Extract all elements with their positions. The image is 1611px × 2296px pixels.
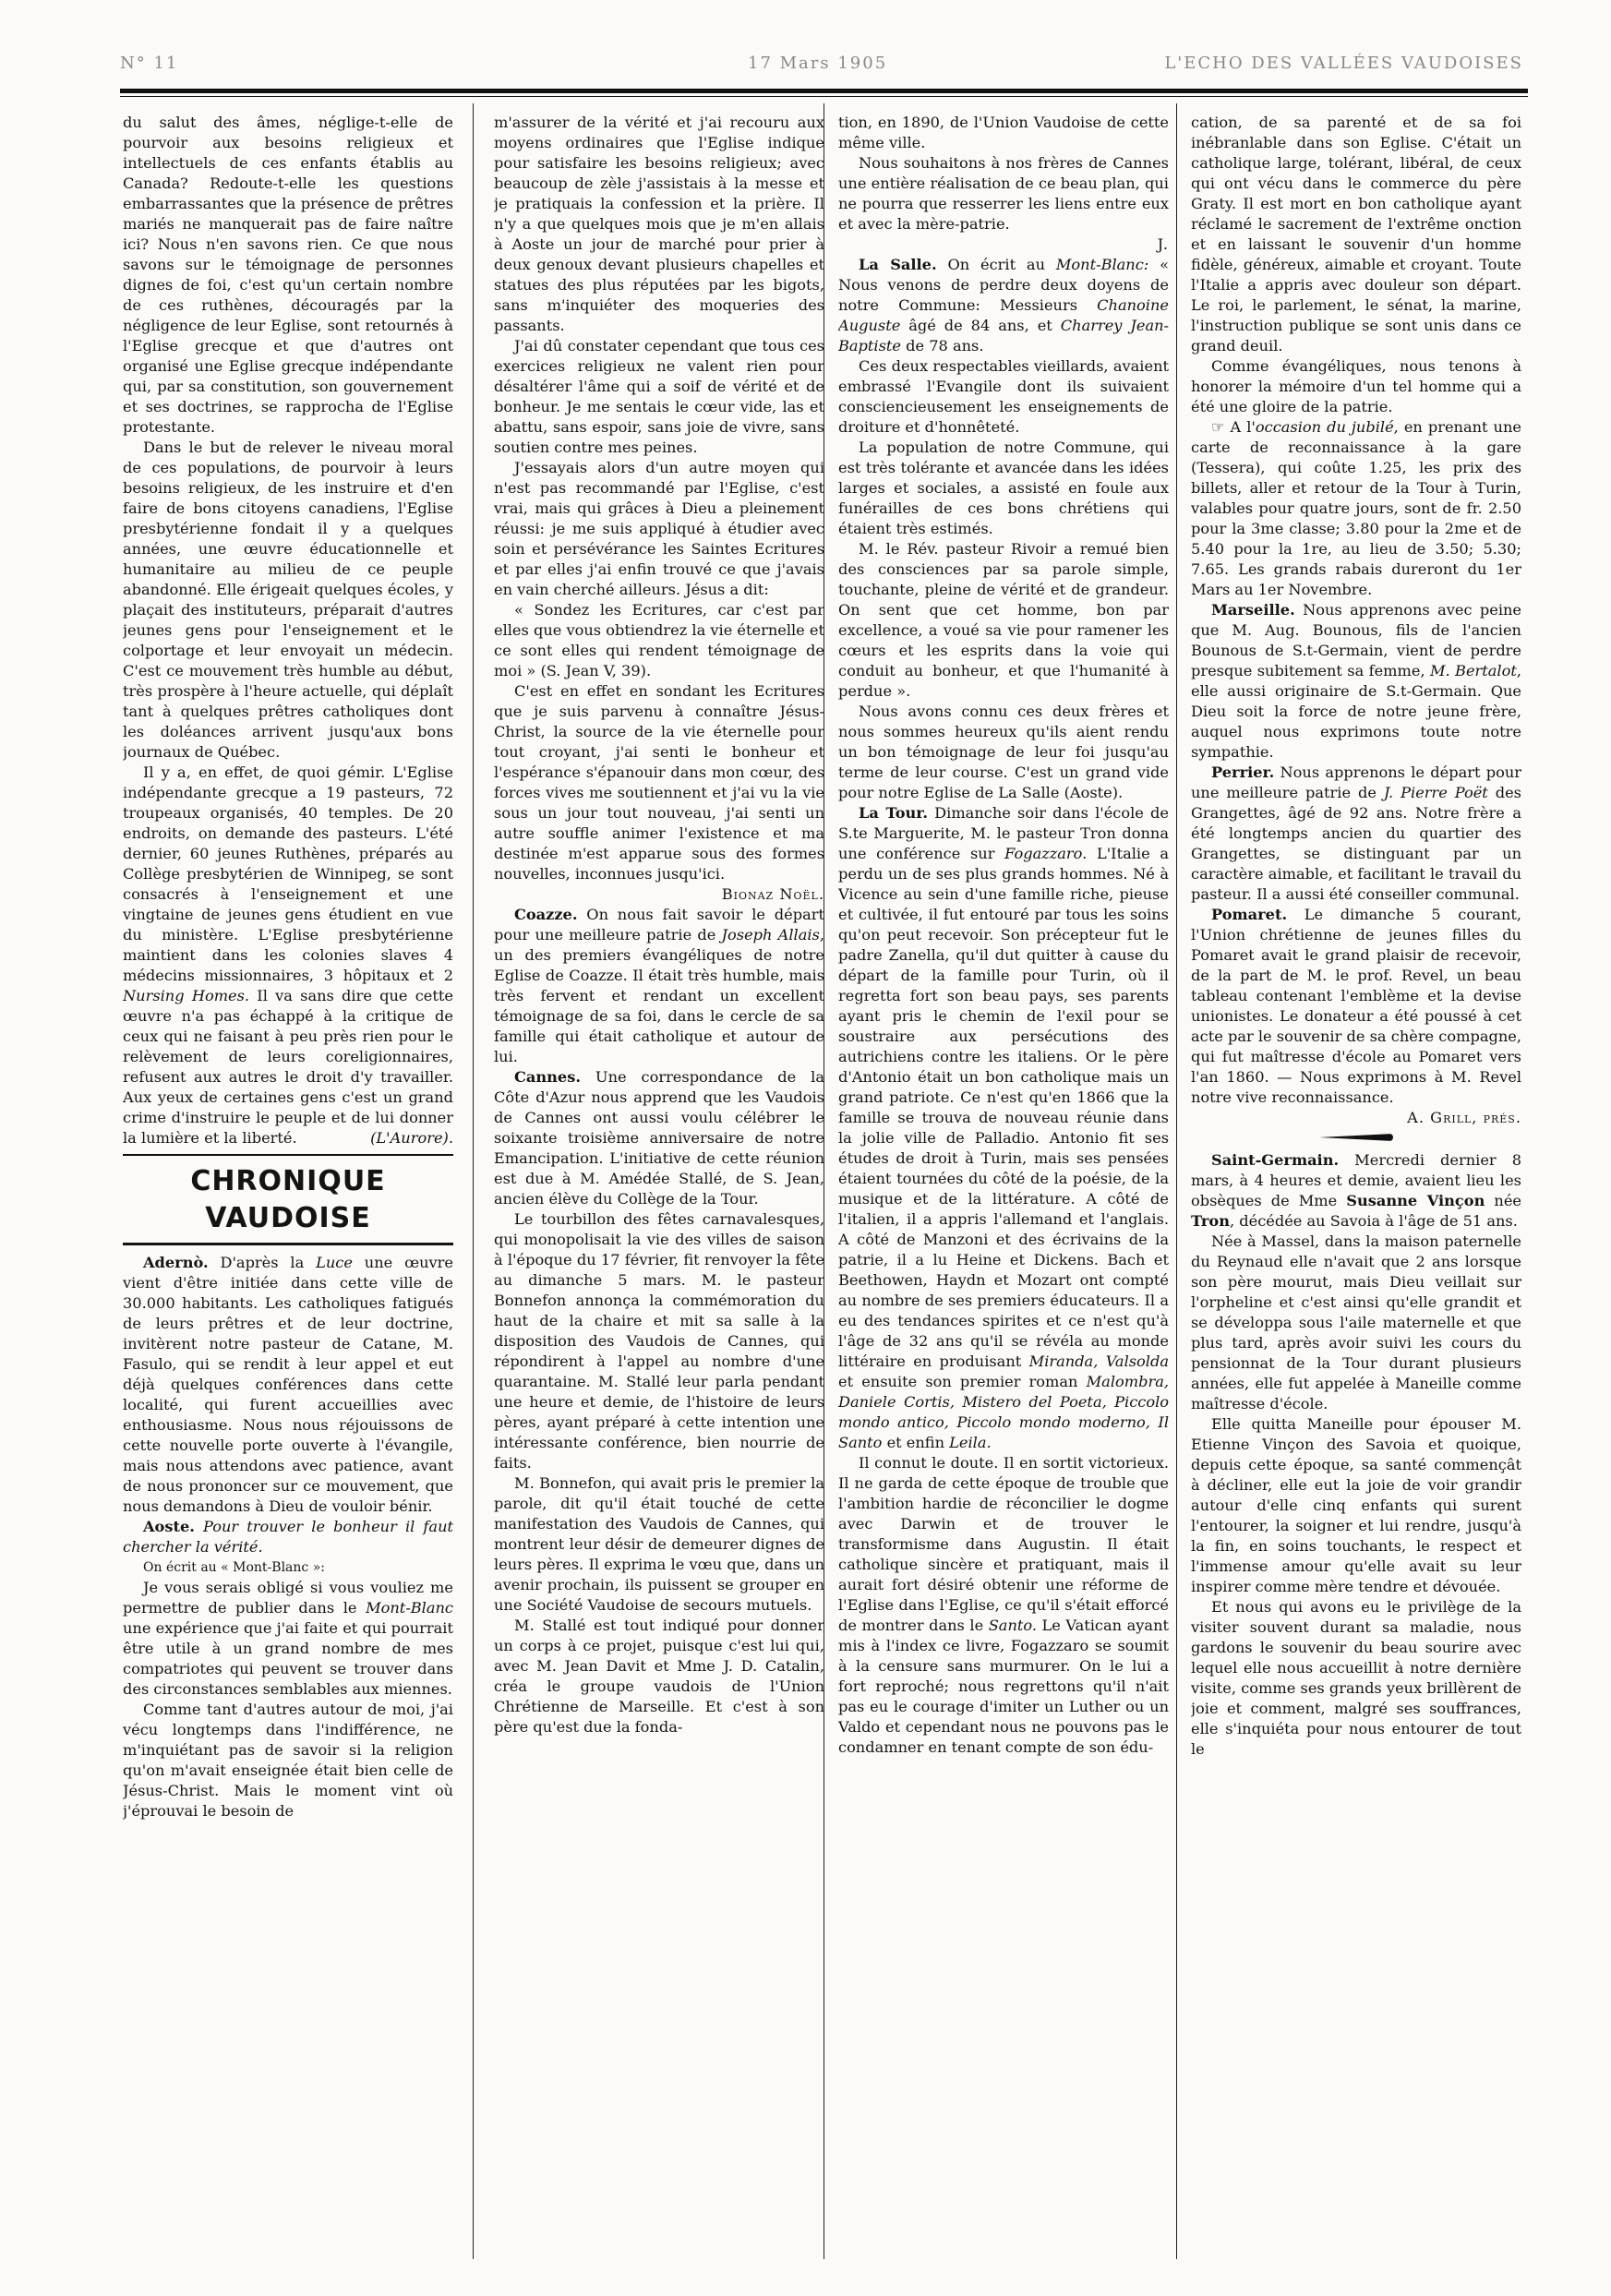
article-marseille: Marseille. Nous apprenons avec peine que M. Aug. Bounous, fils de l'ancien Bounous de S.t-Germain, vient de perdre presque subitement sa femme, M. Bertalot, elle aussi originaire de S.t-Germain. Que Dieu soit la force de notre jeune frère, auquel nous exprimons toute notre sympathie. <box>1191 601 1521 761</box>
column-2 <box>494 113 824 2264</box>
header-rule <box>120 89 1528 93</box>
paragraph: tion, en 1890, de l'Union Vaudoise de cette même ville. <box>838 114 1169 151</box>
newspaper-name: L'ECHO DES VALLÉES VAUDOISES <box>1164 54 1523 73</box>
paragraph: M. Stallé est tout indiqué pour donner un corps à ce projet, puisque c'est lui qui, avec M. Jean Davit et Mme J. D. Catalin, créa le groupe vaudois de l'Union Chrétienne de Marseille. Et c'est à son père qu'est due la fonda- <box>494 1617 824 1736</box>
paragraph: La population de notre Commune, qui est très tolérante et avancée dans les idées larges et sociales, a assisté en foule aux funérailles de ces bons chrétiens qui étaient très estimés. <box>838 439 1169 537</box>
column-divider <box>1176 103 1177 2259</box>
hand-pointer-icon: ☞ <box>1211 418 1231 436</box>
article-saint-germain: Saint-Germain. Mercredi dernier 8 mars, à 4 heures et demie, avaient lieu les obsèques de Mme Susanne Vinçon née Tron, décédée au Savoia à l'âge de 51 ans. <box>1191 1151 1521 1230</box>
paragraph: cation, de sa parenté et de sa foi inébranlable dans son Eglise. C'était un catholique large, tolérant, libéral, de ceux qui ont vécu dans le commerce du père Graty. Il est mort en bon catholique ayant réclamé le sacrement de l'extrême onction et en laissant le souvenir d'un homme fidèle, généreux, aimable et croyant. Toute l'Italie a appris avec douleur son départ. Le roi, le parlement, le sénat, la marine, l'instruction publique se sont unis dans ce grand deuil. <box>1191 114 1521 355</box>
signature: Bionaz Noël. <box>721 885 824 903</box>
paragraph: Il y a, en effet, de quoi gémir. L'Eglise indépendante grecque a 19 pasteurs, 72 troupeaux organisés, 40 temples. De 20 endroits, on demande des pasteurs. L'été dernier, 60 jeunes Ruthènes, préparés au Collège presbytérien de Winnipeg, se sont consacrés à l'enseignement et une vingtaine de jeunes gens étudient en vue du ministère. L'Eglise presbytérienne maintient dans les colonies slaves 4 médecins missionnaires, 3 hôpitaux et 2 Nursing Homes. Il va sans dire que cette œuvre n'a pas échappé à la critique de ceux qui ne faisant à peu près rien pour le relèvement de leurs coreligionnaires, refusent aux autres le droit d'y travailler. Aux yeux de certaines gens c'est un grand crime d'instruire le peuple et de lui donner la lumière et la liberté. (L'Aurore). <box>123 763 453 1147</box>
paragraph: Je vous serais obligé si vous vouliez me permettre de publier dans le Mont-Blanc une expérience que j'ai faite et qui pourrait être utile à un grand nombre de mes compatriotes qui peuvent se trouver dans des circonstances semblables aux miennes. <box>123 1579 453 1698</box>
signature: A. Grill, prés. <box>1407 1109 1521 1126</box>
section-title: CHRONIQUE VAUDOISE <box>190 1165 386 1234</box>
page-header <box>120 54 1523 81</box>
paragraph: Comme tant d'autres autour de moi, j'ai vécu longtemps dans l'indifférence, ne m'inquiétant pas de savoir si la religion qu'on m'avait enseignée était bien celle de Jésus-Christ. Mais le moment vint où j'éprouvai le besoin de <box>123 1701 453 1820</box>
section-rule <box>123 1154 453 1156</box>
paragraph: J'essayais alors d'un autre moyen qui n'est pas recommandé par l'Eglise, c'est vrai, mais qui grâces à Dieu a pleinement réussi: je me suis appliqué à étudier avec soin et persévérance les Saintes Ecritures et par elles j'ai enfin trouvé ce que j'avais en vain cherché ailleurs. Jésus a dit: <box>494 459 824 598</box>
column-4 <box>1191 113 1521 2264</box>
column-3 <box>838 113 1169 2264</box>
paragraph: J'ai dû constater cependant que tous ces exercices religieux ne valent rien pour désaltérer l'âme qui a soif de vérité et de bonheur. Je me sentais le cœur vide, las et abattu, sans espoir, sans joie de vivre, sans soutien contre mes peines. <box>494 337 824 456</box>
article-perrier: Perrier. Nous apprenons le départ pour une meilleure patrie de J. Pierre Poët des Grangettes, âgé de 92 ans. Notre frère a été longtemps ancien du quartier des Grangettes, se distinguant par un caractère aimable, et facilitant le travail du pasteur. Il a aussi été conseiller communal. <box>1191 763 1521 903</box>
paragraph: C'est en effet en sondant les Ecritures que je suis parvenu à connaître Jésus-Christ, la source de la vie éternelle pour tout croyant, j'ai senti le bonheur et l'espérance s'épanouir dans mon cœur, des forces vives me soutiennent et j'ai vu la vie sous un jour tout nouveau, j'ai senti un autre souffle animer l'existence et ma destinée m'est apparue sous des formes nouvelles, inconnues jusqu'ici. <box>494 682 824 883</box>
source-attribution: (L'Aurore). <box>370 1129 453 1147</box>
issue-number: N° 11 <box>120 54 179 73</box>
paragraph: Le tourbillon des fêtes carnavalesques, qui monopolisait la vie des villes de saison à l'époque du 17 février, fit renvoyer la fête au dimanche 5 mars. M. le pasteur Bonnefon annonça la commémoration du haut de la chaire et mit sa salle à la disposition des Vaudois de Cannes, qui répondirent à l'appel au nombre d'une quarantaine. M. Stallé leur parla pendant une heure et demie, de l'histoire de leurs pères, ayant préparé à cette intention une intéressante conférence, bien nourrie de faits. <box>494 1210 824 1472</box>
paragraph: M. le Rév. pasteur Rivoir a remué bien des consciences par sa parole simple, touchante, pleine de vérité et de grandeur. On sent que cet homme, bon par excellence, a voué sa vie pour ramener les cœurs et les esprits dans la voie qui conduit au bonheur, et que l'humanité à perdue ». <box>838 540 1169 700</box>
paragraph: Comme évangéliques, nous tenons à honorer la mémoire d'un tel homme qui a été une gloire de la patrie. <box>1191 357 1521 415</box>
column-1 <box>123 113 453 2264</box>
paragraph: m'assurer de la vérité et j'ai recouru aux moyens ordinaires que l'Eglise indique pour satisfaire les besoins religieux; avec beaucoup de zèle j'assistais à la messe et je pratiquais la confession et la prière. Il n'y a que quelques mois que je m'en allais à Aoste un jour de marché pour prier à deux genoux devant plusieurs chapelles et statues des plus réputées par les bigots, sans m'inquiéter des moqueries des passants. <box>494 114 824 334</box>
paragraph: Nous avons connu ces deux frères et nous sommes heureux qu'ils aient rendu un bon témoignage de leur foi jusqu'au terme de leur course. C'est un grand vide pour notre Eglise de La Salle (Aoste). <box>838 703 1169 801</box>
paragraph: Ces deux respectables vieillards, avaient embrassé l'Evangile dont ils suivaient consciencieusement les enseignements de droiture et d'honnêteté. <box>838 357 1169 436</box>
issue-date: 17 Mars 1905 <box>748 54 888 73</box>
paragraph: Nous souhaitons à nos frères de Cannes une entière réalisation de ce beau plan, qui ne pourra que resserrer les liens entre eux et avec la mère-patrie. <box>838 154 1169 233</box>
article-aoste-heading: Aoste. Pour trouver le bonheur il faut chercher la vérité. <box>123 1518 453 1556</box>
paragraph: du salut des âmes, néglige-t-elle de pourvoir aux besoins religieux et intellectuels de ces enfants établis au Canada? Redoute-t-elle les questions embarrassantes que la présence de prêtres mariés ne manquerait pas de faire naître ici? Nous n'en savons rien. Ce que nous savons sur le témoignage de personnes dignes de foi, c'est qu'un certain nombre de ces ruthènes, découragés par la négligence de leur Eglise, sont retournés à l'Eglise grecque et que d'autres ont organisé une Eglise grecque indépendante qui, par sa constitution, son gouvernement et ses doctrines, se rapprocha de l'Eglise protestante. <box>123 114 453 436</box>
paragraph: M. Bonnefon, qui avait pris le premier la parole, dit qu'il était touché de cette manifestation des Vaudois de Cannes, qui montrent leur désir de demeurer dignes de leurs pères. Il exprima le vœu que, dans un avenir prochain, ils puissent se grouper en une Société Vaudoise de secours mutuels. <box>494 1474 824 1614</box>
signature: J. <box>1157 235 1169 253</box>
article-la-salle: La Salle. On écrit au Mont-Blanc: « Nous venons de perdre deux doyens de notre Commune: Messieurs Chanoine Auguste âgé de 84 ans, et Charrey Jean-Baptiste de 78 ans. <box>838 256 1169 355</box>
article-jubile: ☞ A l'occasion du jubilé, en prenant une carte de reconnaissance à la gare (Tessera), qui coûte 1.25, les prix des billets, aller et retour de la Tour à Turin, valables pour quatre jours, sont de fr. 2.50 pour la 3me classe; 3.80 pour la 2me et de 5.40 pour la 1re, au lieu de 3.50; 5.30; 7.65. Les grands rabais dureront du 1er Mars au 1er Novembre. <box>1191 418 1521 598</box>
paragraph: Il connut le doute. Il en sortit victorieux. Il ne garda de cette époque de trouble que l'ambition hardie de réconcilier le dogme avec Darwin et de trouver le transformisme dans Augustin. Il était catholique sincère et pratiquant, mais il aurait fort désiré obtenir une réforme de l'Eglise dans l'Eglise, ce qu'il s'était efforcé de montrer dans le Santo. Le Vatican ayant mis à l'index ce livre, Fogazzaro se soumit à la censure sans murmurer. On le lui a fort reproché; nous regrettons qu'il n'ait pas eu le courage d'imiter un Luther ou un Valdo et cependant nous ne pouvons pas le condamner en tenant compte de son édu- <box>838 1454 1169 1756</box>
ornament-rule <box>1319 1134 1393 1141</box>
quotation: « Sondez les Ecritures, car c'est par elles que vous obtiendrez la vie éternelle et ce sont elles qui rendent témoignage de moi » (S. Jean V, 39). <box>494 601 824 679</box>
article-aderno: Adernò. D'après la Luce une œuvre vient d'être initiée dans cette ville de 30.000 habitants. Les catholiques fatigués de leurs prêtres et de leur doctrine, invitèrent notre pasteur de Catane, M. Fasulo, qui se rendit à leur appel et eut déjà quelques conférences dans cette localité, qui furent accueillies avec enthousiasme. Nous nous réjouissons de cette nouvelle porte ouverte à l'évangile, mais nous attendons avec patience, avant de nous prononcer sur ce mouvement, que nous demandons à Dieu de vouloir bénir. <box>123 1254 453 1515</box>
column-divider <box>473 103 474 2259</box>
section-rule <box>123 1243 453 1245</box>
article-cannes: Cannes. Une correspondance de la Côte d'Azur nous apprend que les Vaudois de Cannes ont aussi voulu célébrer le soixante troisième anniversaire de notre Emancipation. L'initiative de cette réunion est due à M. Amédée Stallé, de S. Jean, ancien élève du Collège de la Tour. <box>494 1068 824 1208</box>
paragraph: Et nous qui avons eu le privilège de la visiter souvent durant sa maladie, nous gardons le souvenir du beau sourire avec lequel elle nous accueillit à notre dernière visite, comme ses grands yeux brillèrent de joie et comment, malgré ses souffrances, elle s'inquiéta pour nous entourer de tout le <box>1191 1598 1521 1758</box>
article-aoste-subheading: On écrit au « Mont-Blanc »: <box>143 1560 325 1575</box>
article-coazze: Coazze. On nous fait savoir le départ pour une meilleure patrie de Joseph Allais, un des premiers évangéliques de notre Eglise de Coazze. Il était très humble, mais très fervent et rendant un excellent témoignage de sa foi, dans le cercle de sa famille qui était catholique et autour de lui. <box>494 906 824 1065</box>
paragraph: Née à Massel, dans la maison paternelle du Reynaud elle n'avait que 2 ans lorsque son père mourut, mais Dieu veillait sur l'orpheline et c'est ainsi qu'elle grandit et se développa sous l'aile maternelle et que plus tard, après avoir suivi les cours du pensionnat de la Tour durant plusieurs années, elle fut appelée à Maneille comme maîtresse d'école. <box>1191 1232 1521 1412</box>
paragraph: Elle quitta Maneille pour épouser M. Etienne Vinçon des Savoia et quoique, depuis cette époque, sa santé commençât à décliner, elle eut la joie de voir grandir autour d'elle cinq enfants qui surent l'entourer, la soigner et lui rendre, jusqu'à la fin, en soins touchants, le respect et l'immense amour qu'elle avait su leur inspirer comme mère tendre et dévouée. <box>1191 1415 1521 1595</box>
article-pomaret: Pomaret. Le dimanche 5 courant, l'Union chrétienne de jeunes filles du Pomaret avait le grand plaisir de recevoir, de la part de M. le prof. Revel, un beau tableau contenant l'emblème et la devise unionistes. Le donateur a été poussé à cet acte par le souvenir de sa chère compagne, qui fut maîtresse d'école au Pomaret vers l'an 1860. — Nous exprimons à M. Revel notre vive reconnaissance. <box>1191 906 1521 1106</box>
header-rule-thin <box>120 96 1528 97</box>
article-la-tour: La Tour. Dimanche soir dans l'école de S.te Marguerite, M. le pasteur Tron donna une conférence sur Fogazzaro. L'Italie a perdu un de ses plus grands hommes. Né à Vicence au sein d'une famille riche, pieuse et cultivée, il fut entouré par tous les soins qu'on peut recevoir. Son précepteur fut le padre Zanella, qu'il dut quitter à cause du départ de la famille pour Turin, où il regretta fort son beau pays, ses parents ayant pris le chemin de l'exil pour se soustraire aux persécutions des autrichiens contre les italiens. Or le père d'Antonio était un bon catholique mais un grand patriote. Ce n'est qu'en 1866 que la famille se trouva de nouveau réunie dans la jolie ville de Palladio. Antonio fit ses études de droit à Turin, mais ses pensées étaient tournées du côté de la poésie, de la musique et de la littérature. A côté de l'italien, il a appris l'allemand et l'anglais. A côté de Manzoni et des écrivains de la patrie, il a lu Heine et Dickens. Bach et Beethowen, Haydn et Mozart ont compté au nombre de ses premiers éducateurs. Il a eu des tendances spirites et ce n'est qu'à l'âge de 32 ans qu'il se révéla au monde littéraire en produisant Miranda, Valsolda et ensuite son premier roman Malombra, Daniele Cortis, Mistero del Poeta, Piccolo mondo antico, Piccolo mondo moderno, Il Santo et enfin Leila. <box>838 804 1169 1451</box>
paragraph: Dans le but de relever le niveau moral de ces populations, de pourvoir à leurs besoins religieux, de les instruire et d'en faire de bons citoyens canadiens, l'Eglise presbytérienne fondait il y a quelques années, une œuvre éducationnelle et humanitaire au milieu de ce peuple abandonné. Elle érigeait quelques écoles, y plaçait des instituteurs, préparait d'autres jeunes gens pour l'enseignement et le colportage et leur envoyait un médecin. C'est ce mouvement très humble au début, très prospère à l'heure actuelle, qui déplaît tant à quelques prêtres catholiques dont les doléances arrivent jusqu'aux bons journaux de Québec. <box>123 439 453 761</box>
